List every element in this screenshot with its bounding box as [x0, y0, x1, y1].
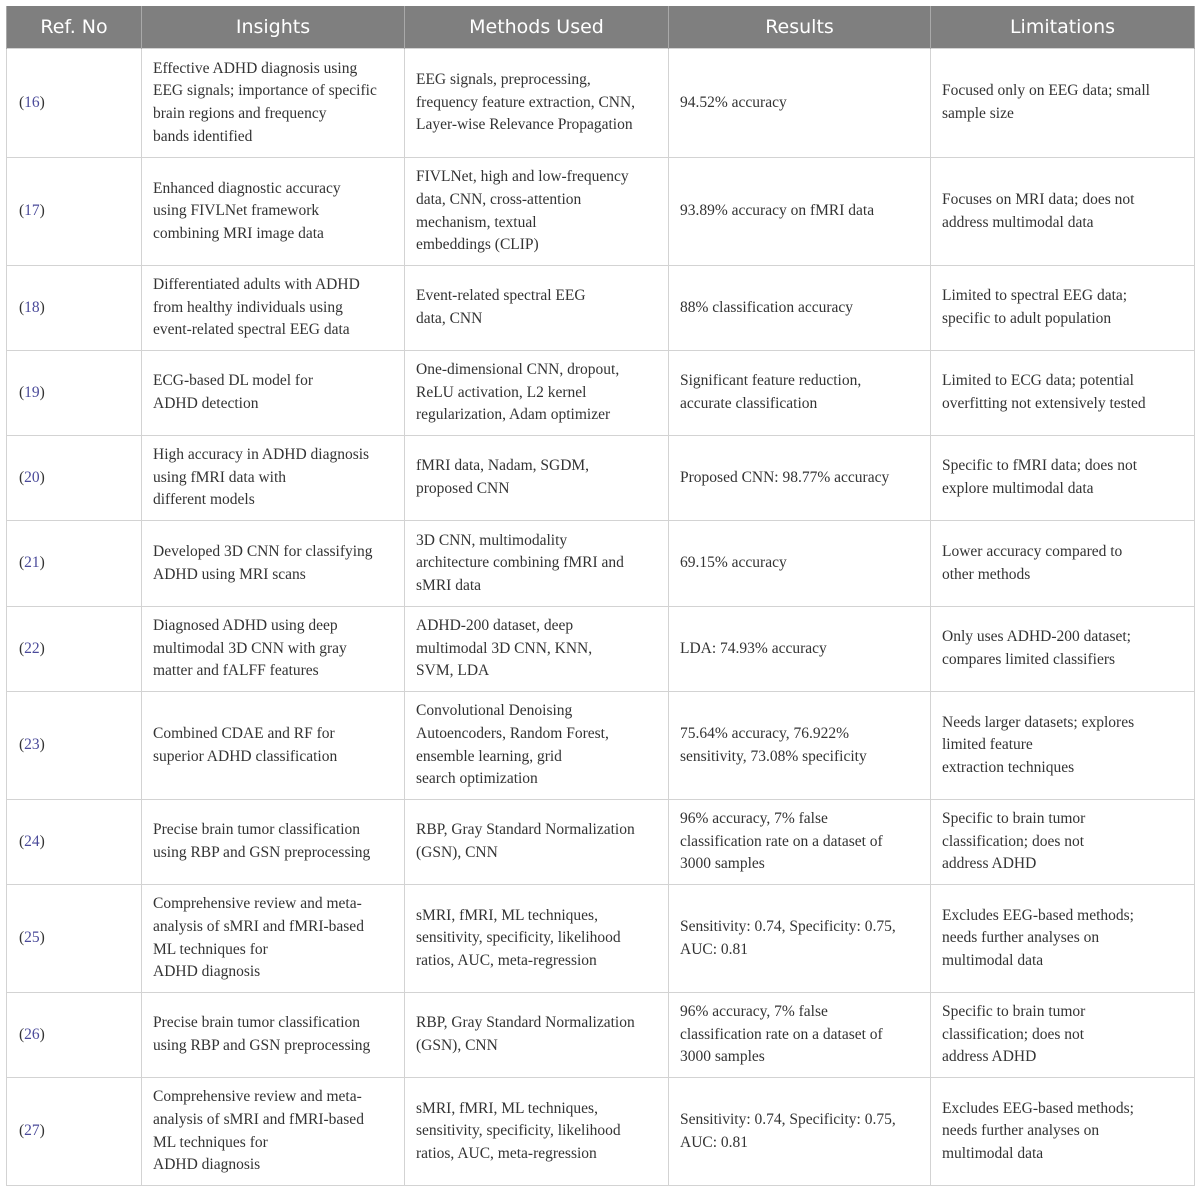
methods-text-line: ensemble learning, grid	[416, 747, 562, 765]
reference-link[interactable]: 22	[24, 639, 40, 657]
insights-text-line: different models	[153, 491, 255, 509]
methods-text-line: 3D CNN, multimodality	[416, 531, 568, 549]
insights-cell	[142, 266, 405, 351]
limitations-text-line: Needs larger datasets; explores	[942, 713, 1135, 731]
methods-text-line: sMRI, fMRI, ML techniques,	[416, 1099, 598, 1117]
table-row	[7, 521, 1195, 607]
table-row	[7, 266, 1195, 351]
reference-link[interactable]: 26	[24, 1025, 40, 1043]
results-text-line: 88% classification accuracy	[680, 298, 853, 316]
reference-link[interactable]: 21	[24, 554, 40, 572]
results-cell	[669, 436, 931, 521]
paren-close: )	[39, 298, 45, 316]
limitations-cell	[931, 692, 1195, 800]
header-limitations: Limitations	[931, 6, 1195, 49]
insights-text-line: ADHD using MRI scans	[153, 565, 306, 583]
methods-text-line: Event-related spectral EEG	[416, 287, 586, 305]
methods-text-line: search optimization	[416, 770, 538, 788]
table-row	[7, 49, 1195, 158]
methods-text-line: sMRI, fMRI, ML techniques,	[416, 906, 598, 924]
methods-text-line: SVM, LDA	[416, 662, 490, 680]
ref-no-cell	[7, 993, 142, 1078]
limitations-text-line: needs further analyses on	[942, 929, 1100, 947]
methods-text-line: multimodal 3D CNN, KNN,	[416, 639, 593, 657]
reference-link[interactable]: 27	[24, 1122, 40, 1140]
limitations-text-line: Focused only on EEG data; small	[942, 82, 1150, 100]
insights-text-line: using FIVLNet framework	[153, 202, 320, 220]
table-row	[7, 1078, 1195, 1186]
limitations-text-line: address multimodal data	[942, 213, 1094, 231]
results-text-line: Sensitivity: 0.74, Specificity: 0.75,	[680, 917, 896, 935]
ref-no-cell	[7, 436, 142, 521]
methods-text-line: architecture combining fMRI and	[416, 554, 624, 572]
paren-close: )	[39, 93, 45, 111]
ref-no-cell	[7, 266, 142, 351]
paren-open: (	[19, 1025, 25, 1043]
ref-no-cell	[7, 521, 142, 607]
insights-text-line: using RBP and GSN preprocessing	[153, 1037, 371, 1054]
limitations-text-line: explore multimodal data	[942, 480, 1094, 497]
ref-no-cell	[7, 692, 142, 800]
methods-text-line: ratios, AUC, meta-regression	[416, 1144, 597, 1162]
table-header	[7, 6, 1195, 49]
insights-text-line: Combined CDAE and RF for	[153, 724, 335, 742]
limitations-text-line: extraction techniques	[942, 758, 1075, 776]
methods-cell	[405, 800, 669, 885]
results-text-line: 96% accuracy, 7% false	[680, 810, 828, 828]
insights-cell	[142, 351, 405, 436]
limitations-text-line: other methods	[942, 565, 1031, 583]
methods-text-line: (GSN), CNN	[416, 1037, 498, 1054]
methods-text-line: embeddings (CLIP)	[416, 236, 539, 254]
header-insights: Insights	[142, 6, 405, 49]
methods-text-line: EEG signals, preprocessing,	[416, 71, 591, 89]
insights-text-line: Precise brain tumor classification	[153, 1014, 361, 1032]
paren-open: (	[19, 468, 25, 486]
insights-text-line: ADHD diagnosis	[153, 963, 261, 981]
results-cell	[669, 692, 931, 800]
table-row	[7, 351, 1195, 436]
insights-text-line: event-related spectral EEG data	[153, 321, 350, 339]
insights-text-line: analysis of sMRI and fMRI-based	[153, 917, 364, 935]
methods-cell	[405, 993, 669, 1078]
insights-cell	[142, 607, 405, 692]
limitations-text-line: Focuses on MRI data; does not	[942, 190, 1135, 208]
ref-no-cell	[7, 49, 142, 158]
ref-no-cell	[7, 1078, 142, 1186]
insights-text-line: Diagnosed ADHD using deep	[153, 617, 338, 635]
limitations-text-line: Excludes EEG-based methods;	[942, 906, 1134, 924]
methods-text-line: sMRI data	[416, 576, 482, 594]
insights-text-line: ML techniques for	[153, 1133, 268, 1151]
insights-text-line: matter and fALFF features	[153, 662, 319, 680]
methods-text-line: mechanism, textual	[416, 213, 537, 231]
limitations-cell	[931, 800, 1195, 885]
paren-open: (	[19, 929, 25, 947]
results-text-line: AUC: 0.81	[680, 940, 749, 958]
results-cell	[669, 266, 931, 351]
methods-text-line: Layer-wise Relevance Propagation	[416, 116, 633, 134]
methods-text-line: proposed CNN	[416, 480, 510, 497]
insights-text-line: using fMRI data with	[153, 468, 287, 486]
insights-cell	[142, 692, 405, 800]
limitations-cell	[931, 49, 1195, 158]
ref-no-cell	[7, 607, 142, 692]
limitations-text-line: multimodal data	[942, 951, 1044, 969]
methods-text-line: ReLU activation, L2 kernel	[416, 383, 587, 401]
methods-cell	[405, 436, 669, 521]
limitations-text-line: limited feature	[942, 736, 1033, 754]
limitations-text-line: Lower accuracy compared to	[942, 542, 1123, 560]
results-text-line: 94.52% accuracy	[680, 93, 787, 111]
insights-text-line: using RBP and GSN preprocessing	[153, 844, 371, 861]
insights-text-line: Comprehensive review and meta-	[153, 895, 362, 913]
ref-no-cell	[7, 158, 142, 266]
limitations-cell	[931, 521, 1195, 607]
table-row	[7, 885, 1195, 993]
results-cell	[669, 49, 931, 158]
ref-no-cell	[7, 351, 142, 436]
methods-text-line: ratios, AUC, meta-regression	[416, 951, 597, 969]
limitations-text-line: Specific to brain tumor	[942, 810, 1086, 828]
reference-link[interactable]: 23	[24, 736, 40, 754]
methods-text-line: One-dimensional CNN, dropout,	[416, 361, 620, 379]
paren-close: )	[39, 1122, 45, 1140]
insights-text-line: Differentiated adults with ADHD	[153, 276, 360, 294]
results-cell	[669, 158, 931, 266]
methods-text-line: Convolutional Denoising	[416, 702, 573, 720]
table-row	[7, 993, 1195, 1078]
insights-text-line: from healthy individuals using	[153, 298, 343, 316]
limitations-text-line: Specific to fMRI data; does not	[942, 457, 1137, 475]
results-text-line: 3000 samples	[680, 1048, 765, 1066]
insights-text-line: ADHD diagnosis	[153, 1156, 261, 1174]
methods-cell	[405, 521, 669, 607]
limitations-cell	[931, 993, 1195, 1078]
results-text-line: 93.89% accuracy on fMRI data	[680, 202, 875, 220]
results-text-line: Sensitivity: 0.74, Specificity: 0.75,	[680, 1110, 896, 1128]
results-text-line: classification rate on a dataset of	[680, 1025, 883, 1043]
paren-open: (	[19, 1122, 25, 1140]
limitations-text-line: specific to adult population	[942, 310, 1112, 327]
insights-text-line: High accuracy in ADHD diagnosis	[153, 446, 370, 464]
insights-text-line: bands identified	[153, 127, 253, 145]
results-text-line: classification rate on a dataset of	[680, 832, 883, 850]
limitations-cell	[931, 1078, 1195, 1186]
literature-review-table-container	[6, 6, 1194, 1186]
results-cell	[669, 885, 931, 993]
paren-open: (	[19, 736, 25, 754]
results-text-line: sensitivity, 73.08% specificity	[680, 747, 867, 765]
limitations-cell	[931, 266, 1195, 351]
insights-text-line: Effective ADHD diagnosis using	[153, 59, 358, 77]
limitations-text-line: Limited to ECG data; potential	[942, 372, 1134, 390]
ref-no-cell	[7, 800, 142, 885]
results-text-line: LDA: 74.93% accuracy	[680, 639, 827, 657]
methods-cell	[405, 158, 669, 266]
results-text-line: 75.64% accuracy, 76.922%	[680, 724, 850, 742]
results-text-line: accurate classification	[680, 395, 818, 412]
insights-text-line: analysis of sMRI and fMRI-based	[153, 1110, 364, 1128]
insights-cell	[142, 521, 405, 607]
insights-cell	[142, 1078, 405, 1186]
methods-text-line: FIVLNet, high and low-frequency	[416, 168, 629, 186]
header-row	[7, 6, 1195, 49]
methods-text-line: data, CNN	[416, 310, 483, 327]
limitations-text-line: Excludes EEG-based methods;	[942, 1099, 1134, 1117]
insights-text-line: Comprehensive review and meta-	[153, 1088, 362, 1106]
table-body	[7, 49, 1195, 1186]
methods-text-line: ADHD-200 dataset, deep	[416, 617, 574, 635]
results-text-line: Significant feature reduction,	[680, 372, 862, 390]
paren-close: )	[39, 736, 45, 754]
limitations-text-line: needs further analyses on	[942, 1122, 1100, 1140]
methods-cell	[405, 885, 669, 993]
paren-close: )	[39, 383, 45, 401]
insights-text-line: Precise brain tumor classification	[153, 821, 361, 839]
methods-text-line: RBP, Gray Standard Normalization	[416, 821, 635, 839]
insights-cell	[142, 800, 405, 885]
results-text-line: Proposed CNN: 98.77% accuracy	[680, 468, 890, 486]
methods-cell	[405, 692, 669, 800]
paren-close: )	[39, 202, 45, 220]
limitations-text-line: classification; does not	[942, 832, 1085, 850]
literature-review-table	[6, 6, 1195, 1186]
paren-open: (	[19, 554, 25, 572]
paren-close: )	[39, 554, 45, 572]
insights-cell	[142, 49, 405, 158]
header-results: Results	[669, 6, 931, 49]
limitations-text-line: overfitting not extensively tested	[942, 395, 1146, 412]
insights-text-line: EEG signals; importance of specific	[153, 82, 377, 100]
insights-text-line: ADHD detection	[153, 395, 259, 412]
paren-open: (	[19, 383, 25, 401]
insights-text-line: Developed 3D CNN for classifying	[153, 542, 373, 560]
paren-open: (	[19, 832, 25, 850]
limitations-text-line: address ADHD	[942, 855, 1037, 873]
methods-text-line: regularization, Adam optimizer	[416, 406, 611, 424]
results-cell	[669, 993, 931, 1078]
reference-link[interactable]: 19	[24, 383, 40, 401]
results-cell	[669, 351, 931, 436]
methods-cell	[405, 266, 669, 351]
methods-text-line: data, CNN, cross-attention	[416, 190, 582, 208]
reference-link[interactable]: 17	[24, 202, 40, 220]
methods-cell	[405, 49, 669, 158]
insights-cell	[142, 158, 405, 266]
methods-text-line: sensitivity, specificity, likelihood	[416, 929, 621, 947]
paren-open: (	[19, 202, 25, 220]
paren-close: )	[39, 639, 45, 657]
results-cell	[669, 521, 931, 607]
results-text-line: 3000 samples	[680, 855, 765, 873]
table-row	[7, 158, 1195, 266]
limitations-text-line: Limited to spectral EEG data;	[942, 287, 1128, 305]
methods-text-line: (GSN), CNN	[416, 844, 498, 861]
insights-text-line: ECG-based DL model for	[153, 372, 313, 390]
header-methods-used: Methods Used	[405, 6, 669, 49]
methods-cell	[405, 1078, 669, 1186]
insights-cell	[142, 436, 405, 521]
results-cell	[669, 1078, 931, 1186]
results-text-line: 96% accuracy, 7% false	[680, 1003, 828, 1021]
header-ref-no: Ref. No	[7, 6, 142, 49]
limitations-text-line: Only uses ADHD-200 dataset;	[942, 628, 1131, 646]
limitations-text-line: sample size	[942, 105, 1014, 122]
limitations-text-line: classification; does not	[942, 1025, 1085, 1043]
table-row	[7, 607, 1195, 692]
paren-open: (	[19, 298, 25, 316]
insights-cell	[142, 885, 405, 993]
limitations-text-line: Specific to brain tumor	[942, 1003, 1086, 1021]
insights-text-line: Enhanced diagnostic accuracy	[153, 179, 341, 197]
insights-cell	[142, 993, 405, 1078]
ref-no-cell	[7, 885, 142, 993]
limitations-text-line: multimodal data	[942, 1144, 1044, 1162]
paren-close: )	[39, 468, 45, 486]
limitations-cell	[931, 436, 1195, 521]
paren-close: )	[39, 1025, 45, 1043]
insights-text-line: superior ADHD classification	[153, 747, 338, 765]
reference-link[interactable]: 16	[24, 93, 40, 111]
table-row	[7, 436, 1195, 521]
results-text-line: 69.15% accuracy	[680, 554, 787, 572]
methods-text-line: sensitivity, specificity, likelihood	[416, 1122, 621, 1140]
results-cell	[669, 800, 931, 885]
reference-link[interactable]: 24	[24, 832, 40, 850]
reference-link[interactable]: 20	[24, 468, 40, 486]
table-row	[7, 692, 1195, 800]
methods-cell	[405, 607, 669, 692]
methods-text-line: RBP, Gray Standard Normalization	[416, 1014, 635, 1032]
methods-text-line: Autoencoders, Random Forest,	[416, 724, 609, 742]
insights-text-line: ML techniques for	[153, 940, 268, 958]
limitations-cell	[931, 885, 1195, 993]
results-cell	[669, 607, 931, 692]
limitations-cell	[931, 607, 1195, 692]
paren-close: )	[39, 929, 45, 947]
insights-text-line: brain regions and frequency	[153, 105, 327, 122]
table-row	[7, 800, 1195, 885]
insights-text-line: multimodal 3D CNN with gray	[153, 639, 347, 657]
limitations-text-line: address ADHD	[942, 1048, 1037, 1066]
insights-text-line: combining MRI image data	[153, 224, 324, 242]
paren-open: (	[19, 639, 25, 657]
results-text-line: AUC: 0.81	[680, 1133, 749, 1151]
methods-text-line: fMRI data, Nadam, SGDM,	[416, 457, 590, 475]
reference-link[interactable]: 18	[24, 298, 40, 316]
limitations-cell	[931, 158, 1195, 266]
paren-close: )	[39, 832, 45, 850]
limitations-text-line: compares limited classifiers	[942, 651, 1116, 668]
methods-text-line: frequency feature extraction, CNN,	[416, 93, 636, 111]
paren-open: (	[19, 93, 25, 111]
limitations-cell	[931, 351, 1195, 436]
methods-cell	[405, 351, 669, 436]
reference-link[interactable]: 25	[24, 929, 40, 947]
